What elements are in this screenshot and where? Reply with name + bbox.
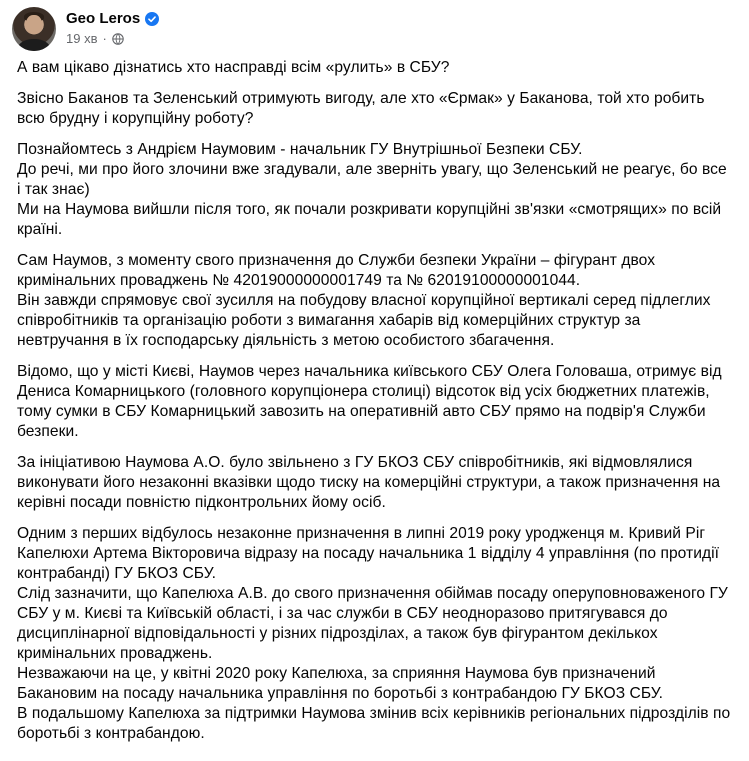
post-paragraph: А вам цікаво дізнатись хто насправді всім «рулить» в СБУ? [17,59,450,76]
separator-dot: · [102,31,107,46]
post-paragraph: Сам Наумов, з моменту свого призначення до Служби безпеки України – фігурант двох кримінальних проваджень № 42019000000001749 та № 62019100000001044. Він завжди спрямовує свої зусилля на побудову власної корупційної вертикалі серед підлеглих співробітників та організацію роботи з вимагання хабарів від комерційних структур за невтручання в їх господарську діяльність з метою особистого збагачення. [17,252,711,349]
post-paragraph: Одним з перших відбулось незаконне призначення в липні 2019 року уродженця м. Кривий Ріг Капелюхи Артема Вікторовича відразу на посаду начальника 1 відділу 4 управління (по протидії контрабанді) ГУ БКОЗ СБУ. Слід зазначити, що Капелюха А.В. до свого призначення обіймав посаду оперуповноваженого ГУ СБУ у м. Києві та Київській області, і за час служби в СБУ неодноразово притягувався до дисциплінарної відповідальності у різних підрозділах, а також був фігурантом декількох кримінальних проваджень. Незважаючи на це, у квітні 2020 року Капелюха, за сприяння Наумова був призначений Бакановим на посаду начальника управління по боротьбі з контрабандою ГУ БКОЗ СБУ. В подальшому Капелюха за підтримки Наумова змінив всіх керівників регіональних підрозділів по боротьбі з контрабандою. [17,525,731,742]
author-row [66,10,159,27]
post-text [17,58,733,755]
verified-badge-icon [145,12,159,26]
post-paragraph: Познайомтесь з Андрієм Наумовим - начальник ГУ Внутрішньої Безпеки СБУ. До речі, ми про його злочини вже згадували, але зверніть увагу, що Зеленський не реагує, бо все і так знає) Ми на Наумова вийшли після того, як почали розкривати корупційні зв'язки «смотрящих» по всій країні. [17,141,727,238]
post-paragraph: Звісно Баканов та Зеленський отримують вигоду, але хто «Єрмак» у Баканова, той хто робить всю брудну і корупційну роботу? [17,90,705,127]
post-subline [66,31,159,46]
globe-icon[interactable] [112,33,124,45]
post-header [12,7,159,51]
post-timestamp[interactable]: 19 хв [66,31,98,46]
post-paragraph: Відомо, що у місті Києві, Наумов через начальника київського СБУ Олега Головаша, отримує від Дениса Комарницького (головного корупціонера столиці) відсоток від усіх бюджетних платежів, тому сумки в СБУ Комарницький завозить на оперативній авто СБУ прямо на подвір'я Служби безпеки. [17,363,722,440]
author-name[interactable]: Geo Leros [66,10,141,27]
post-meta [66,10,159,46]
avatar[interactable] [12,7,56,51]
post-paragraph: За ініціативою Наумова А.О. було звільнено з ГУ БКОЗ СБУ співробітників, які відмовлялися виконувати його незаконні вказівки щодо тиску на комерційні структури, а також призначення на керівні посади повністю підконтрольних йому осіб. [17,454,721,511]
